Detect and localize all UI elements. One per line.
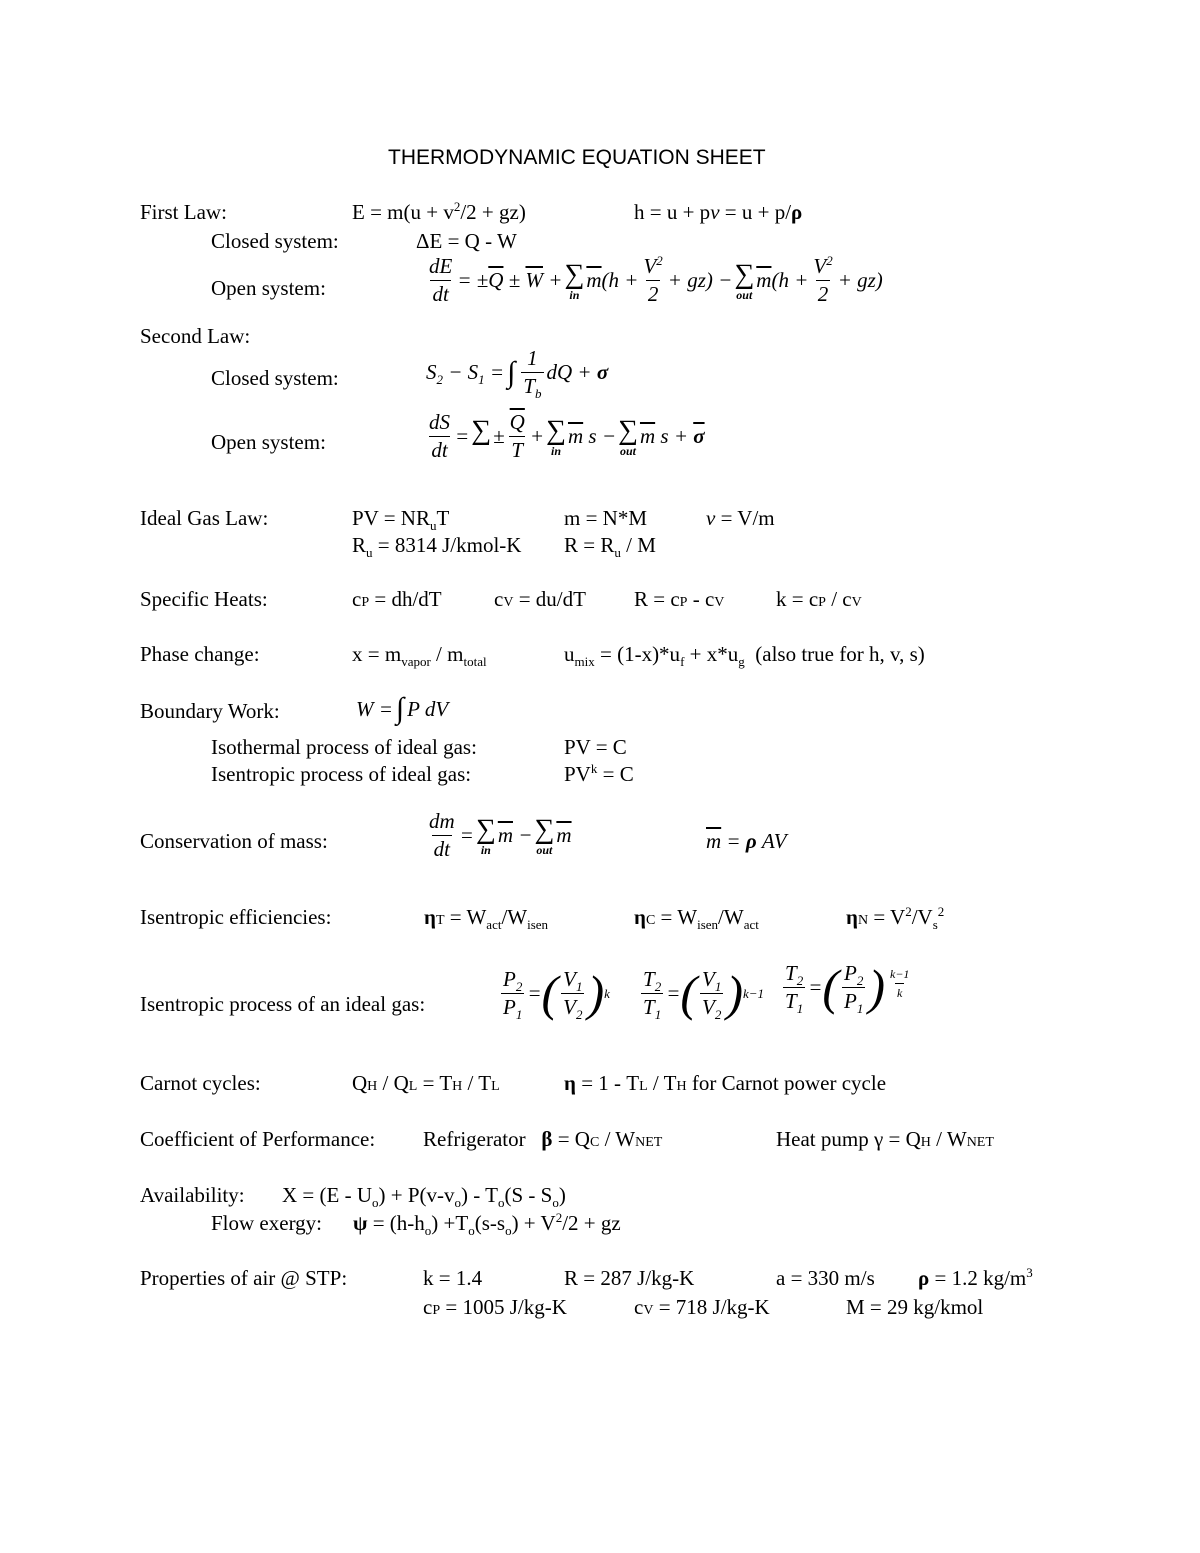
energy-equation: $E = m(u + v^2/2 + gz)$ bbox=[352, 199, 526, 224]
carnot-heat-ratio: QH / QL = TH / TL bbox=[352, 1071, 500, 1095]
cv-definition: cV = du/dT bbox=[494, 587, 586, 611]
specific-heats-label: Specific Heats: bbox=[140, 587, 268, 611]
air-speed-of-sound: a = 330 m/s bbox=[776, 1266, 875, 1290]
air-molar-mass: M = 29 kg/kmol bbox=[846, 1295, 984, 1319]
mass-conservation-label: Conservation of mass: bbox=[140, 829, 328, 853]
heat-pump-label: Heat pump bbox=[776, 1127, 869, 1151]
isothermal-equation: PV = C bbox=[564, 735, 627, 759]
isothermal-label: Isothermal process of ideal gas: bbox=[211, 735, 477, 759]
air-k: k = 1.4 bbox=[423, 1266, 483, 1290]
r-relation: R = cP - cV bbox=[634, 587, 725, 611]
cp-definition: cP = dh/dT bbox=[352, 587, 442, 611]
air-cp-value: = 1005 J/kg-K bbox=[445, 1295, 567, 1319]
heat-pump-cop: Heat pump γ = QH / WNET bbox=[776, 1127, 994, 1151]
refrigerator-label: Refrigerator bbox=[423, 1127, 526, 1151]
carnot-efficiency: η = 1 - TL / TH for Carnot power cycle bbox=[564, 1071, 887, 1095]
mass-conservation-equation: $\frac{dm}{dt}$ = ∑ in $\overline{m}$ − ∑ out $\overline{m}$ bbox=[429, 809, 572, 861]
second-law-closed-label: Closed system: bbox=[211, 366, 339, 390]
compressor-efficiency: $\eta C = W_{isen}/W_{act}$ bbox=[634, 905, 759, 933]
enthalpy-equation: h = u + pv = u + p/ρ bbox=[634, 200, 803, 224]
ideal-gas-equation: PV = $NR_uT$ bbox=[352, 506, 450, 534]
boundary-work-label: Boundary Work: bbox=[140, 699, 280, 723]
flow-exergy-equation: $\psi = (h-h_o) +T_o(s-s_o) + V^2/2$ + gz bbox=[353, 1210, 621, 1239]
second-law-open-label: Open system: bbox=[211, 430, 326, 454]
cop-label: Coefficient of Performance: bbox=[140, 1127, 376, 1151]
mass-moles-equation: m = N*M bbox=[564, 506, 648, 530]
flow-exergy-label: Flow exergy: bbox=[211, 1211, 323, 1235]
carnot-note: for Carnot power cycle bbox=[691, 1071, 887, 1095]
turbine-efficiency: $\eta T = W_{act}/W_{isen}$ bbox=[424, 905, 549, 933]
efficiencies-label: Isentropic efficiencies: bbox=[140, 905, 332, 929]
universal-gas-constant: $R_u = 8314$ J/kmol-K bbox=[352, 533, 522, 561]
phase-change-label: Phase change: bbox=[140, 642, 260, 666]
nozzle-efficiency: $\eta N = V^2/V_s^2$ bbox=[846, 904, 945, 933]
gas-constant-equation: $R = R_u / M$ bbox=[564, 533, 656, 561]
isentropic-pressure-volume: $\frac{P_2}{P_1}$ = ( $\frac{V_1}{V_2}$ ) k bbox=[503, 965, 610, 1022]
isentropic-temperature-volume: $\frac{T_2}{T_1}$ = ( $\frac{V_1}{V_2}$ ) k−1 bbox=[643, 965, 765, 1022]
mixture-equation: $u_{mix} = (1-x)*u_f + x*u_g$ (also true for h, v, s) bbox=[564, 642, 925, 670]
quality-equation: $x = m_{vapor} / m_{total}$ bbox=[352, 642, 487, 670]
phase-change-note: (also true for h, v, s) bbox=[755, 642, 925, 666]
isentropic-equation: $PV^k = C$ bbox=[564, 761, 634, 786]
first-law-open-label: Open system: bbox=[211, 276, 326, 300]
ru-value: = 8314 J/kmol-K bbox=[377, 533, 522, 557]
first-law-open-equation: $\frac{dE}{dt}$ = $\pm\overline{Q} \pm \overline{W}$ + ∑ in $\overline{m}(h$ + $\frac{V^2}{2}$ + gz) − ∑ out $\overline{m}(h$ + $\frac{V^2}{2}$ + gz) bbox=[429, 253, 883, 306]
k-relation: k = cP / cV bbox=[776, 587, 862, 611]
ideal-gas-label: Ideal Gas Law: bbox=[140, 506, 269, 530]
air-density: ρ = 1.2 $kg/m^3$ bbox=[918, 1265, 1033, 1290]
carnot-label: Carnot cycles: bbox=[140, 1071, 261, 1095]
first-law-label: First Law: bbox=[140, 200, 227, 224]
air-cp: cP = 1005 J/kg-K bbox=[423, 1295, 567, 1319]
specific-volume-equation: v = V/m bbox=[706, 506, 775, 530]
second-law-closed-equation: $S_2 - S_1$ = ∫ $\frac{1}{T_b}$ dQ + σ bbox=[426, 346, 609, 402]
air-cv: cV = 718 J/kg-K bbox=[634, 1295, 770, 1319]
first-law-closed-label: Closed system: bbox=[211, 229, 339, 253]
second-law-label: Second Law: bbox=[140, 324, 251, 348]
refrigerator-cop: Refrigerator β = QC / WNET bbox=[423, 1127, 663, 1151]
availability-label: Availability: bbox=[140, 1183, 245, 1207]
boundary-work-equation: W = ∫ P dV bbox=[356, 692, 449, 725]
air-r: R = 287 J/kg-K bbox=[564, 1266, 695, 1290]
isentropic-ideal-label: Isentropic process of an ideal gas: bbox=[140, 992, 426, 1016]
isentropic-temperature-pressure: $\frac{T_2}{T_1}$ = ( $\frac{P_2}{P_1}$ ) $\frac{k-1}{k}$ bbox=[785, 959, 910, 1016]
page-title: THERMODYNAMIC EQUATION SHEET bbox=[388, 146, 766, 169]
availability-equation: $X = (E - U_o) + P(v-v_o) - T_o(S - S_o)$ bbox=[282, 1183, 566, 1211]
air-cv-value: = 718 J/kg-K bbox=[658, 1295, 770, 1319]
air-properties-label: Properties of air @ STP: bbox=[140, 1266, 348, 1290]
isentropic-label: Isentropic process of ideal gas: bbox=[211, 762, 472, 786]
second-law-open-equation: $\frac{dS}{dt}$ = ∑ ± $\frac{\overline{Q}}{T}$ + ∑ in $\overline{m}$ s − ∑ out $\overline{m}$ $s + \overline{\sigma}$ bbox=[429, 410, 705, 462]
first-law-closed-equation: ΔE = Q - W bbox=[416, 229, 517, 253]
mass-flow-equation: $\overline{m} = \rho$ AV bbox=[706, 829, 787, 853]
